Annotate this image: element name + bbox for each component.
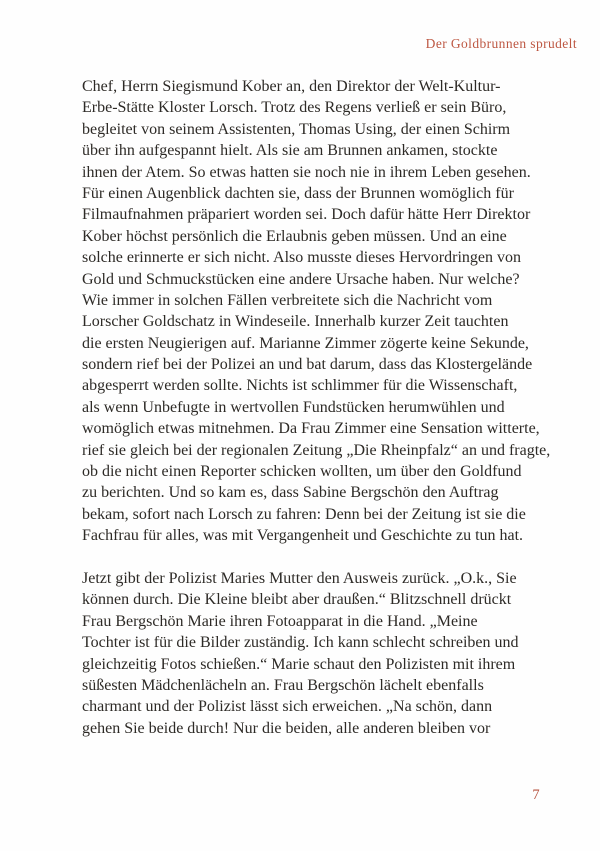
text-line: Gold und Schmuckstücken eine andere Ursache haben. Nur welche? [82, 270, 520, 288]
text-line: Für einen Augenblick dachten sie, dass der Brunnen womöglich für [82, 184, 514, 202]
text-line: Erbe-Stätte Kloster Lorsch. Trotz des Regens verließ er sein Büro, [82, 99, 507, 117]
text-line: ihnen der Atem. So etwas hatten sie noch nie in ihrem Leben gesehen. [82, 163, 531, 181]
text-line: Jetzt gibt der Polizist Maries Mutter den Ausweis zurück. „O.k., Sie [82, 569, 517, 587]
running-head: Der Goldbrunnen sprudelt [425, 36, 577, 51]
body-text [82, 76, 577, 739]
text-line: süßesten Mädchenlächeln an. Frau Bergschön lächelt ebenfalls [82, 676, 484, 694]
text-line: gehen Sie beide durch! Nur die beiden, alle anderen bleiben vor [82, 719, 491, 737]
text-line: über ihn aufgespannt hielt. Als sie am Brunnen ankamen, stockte [82, 142, 498, 160]
text-line: Fachfrau für alles, was mit Vergangenheit und Geschichte zu tun hat. [82, 527, 524, 545]
text-line: Wie immer in solchen Fällen verbreitete sich die Nachricht vom [82, 291, 493, 309]
text-line: ob die nicht einen Reporter schicken wollten, um über den Goldfund [82, 463, 522, 481]
text-line: solche erinnerte er sich nicht. Also musste dieses Hervordringen von [82, 249, 521, 267]
text-line: begleitet von seinem Assistenten, Thomas Using, der einen Schirm [82, 120, 511, 138]
text-line: Kober höchst persönlich die Erlaubnis geben müssen. Und an eine [82, 227, 507, 245]
text-line: die ersten Neugierigen auf. Marianne Zimmer zögerte keine Sekunde, [82, 334, 529, 352]
text-line: bekam, sofort nach Lorsch zu fahren: Denn bei der Zeitung ist sie die [82, 505, 526, 523]
text-line: gleichzeitig Fotos schießen.“ Marie schaut den Polizisten mit ihrem [82, 655, 516, 673]
text-line: als wenn Unbefugte in wertvollen Fundstücken herumwühlen und [82, 398, 505, 416]
text-line: Frau Bergschön Marie ihren Fotoapparat in die Hand. „Meine [82, 612, 478, 630]
text-line: abgesperrt werden sollte. Nichts ist schlimmer für die Wissenschaft, [82, 377, 518, 395]
page-number: 7 [532, 787, 540, 803]
text-line: zu berichten. Und so kam es, dass Sabine Bergschön den Auftrag [82, 484, 499, 502]
text-line: sondern rief bei der Polizei an und bat darum, dass das Klostergelände [82, 356, 533, 374]
text-line: rief sie gleich bei der regionalen Zeitung „Die Rheinpfalz“ an und fragte, [82, 441, 551, 459]
paragraph-2 [82, 568, 577, 739]
text-line: Chef, Herrn Siegismund Kober an, den Direktor der Welt-Kultur- [82, 78, 501, 95]
paragraph-1 [82, 76, 577, 547]
text-line: Tochter ist für die Bilder zuständig. Ich kann schlecht schreiben und [82, 634, 519, 652]
text-line: womöglich etwas mitnehmen. Da Frau Zimmer eine Sensation witterte, [82, 420, 540, 438]
text-line: Filmaufnahmen präpariert worden sei. Doch dafür hätte Herr Direktor [82, 206, 531, 224]
text-line: Lorscher Goldschatz in Windeseile. Innerhalb kurzer Zeit tauchten [82, 313, 509, 331]
text-line: können durch. Die Kleine bleibt aber draußen.“ Blitzschnell drückt [82, 591, 512, 609]
text-line: charmant und der Polizist lässt sich erweichen. „Na schön, dann [82, 698, 493, 716]
